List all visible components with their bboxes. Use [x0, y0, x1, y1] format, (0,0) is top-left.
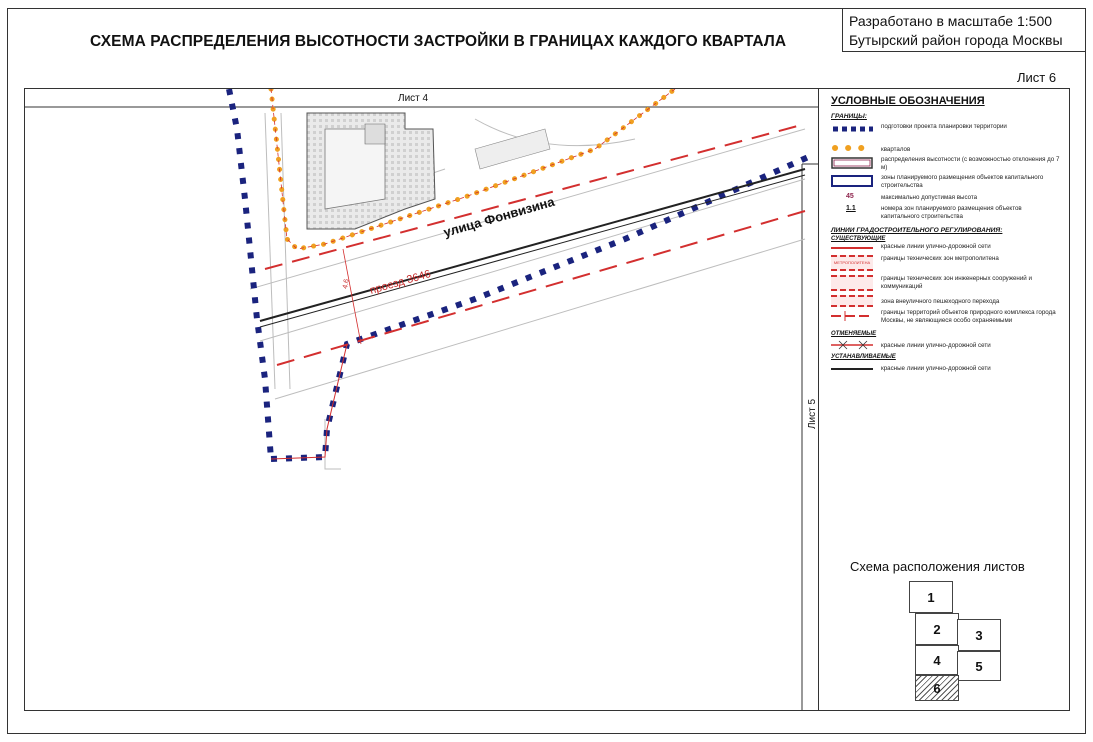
- legend-nature-zones: границы территорий объектов природного комплекса города Москвы, не являющиеся особо охраняемыми: [881, 309, 1056, 324]
- red-line-symbol: [831, 245, 873, 251]
- planning-border-west: [229, 89, 271, 459]
- small-map-label: 4.6: [342, 278, 351, 290]
- adjacent-sheet-right: Лист 5: [807, 398, 818, 429]
- legend-cancelled-head: ОТМЕНЯЕМЫЕ: [831, 331, 877, 337]
- legend-established-head: УСТАНАВЛИВАЕМЫЕ: [831, 354, 896, 360]
- legend-engineering-zones: границы технических зон инженерных сооружений и коммуникаций: [881, 275, 1032, 290]
- legend-existing-head: СУЩЕСТВУЮЩИЕ: [831, 236, 886, 242]
- underpass-zone-symbol: [831, 295, 873, 307]
- legend-metro-zones: границы технических зон метрополитена: [881, 255, 999, 262]
- metro-zone-symbol: МЕТРОПОЛИТЕНА: [831, 255, 873, 271]
- legend-title: УСЛОВНЫЕ ОБОЗНАЧЕНИЯ: [831, 95, 985, 107]
- legend-item-zone-numbers: номера зон планируемого размещения объектов капитального строительства: [881, 205, 1022, 220]
- sheet-box-1[interactable]: 1: [909, 581, 953, 613]
- sheet-box-2[interactable]: 2: [915, 613, 959, 645]
- map-canvas: [25, 89, 819, 711]
- legend-existing-red-lines: красные линии улично-дорожной сети: [881, 243, 991, 250]
- legend-height-value: 45: [846, 193, 854, 200]
- drawing-title: СХЕМА РАСПРЕДЕЛЕНИЯ ВЫСОТНОСТИ ЗАСТРОЙКИ В ГРАНИЦАХ КАЖДОГО КВАРТАЛА: [90, 33, 787, 50]
- legend-underpass-zone: зона внеуличного пешеходного перехода: [881, 298, 1000, 305]
- legend-item-max-height: максимально допустимая высота: [881, 194, 978, 201]
- title-stamp: [842, 8, 1086, 52]
- legend-item-quarters: кварталов: [881, 146, 911, 153]
- sheet-box-6-current[interactable]: 6: [915, 675, 959, 701]
- sheet-box-3[interactable]: 3: [957, 619, 1001, 651]
- legend-item-planning: подготовки проекта планировки территории: [881, 123, 1007, 130]
- legend-zone-number: 1.1: [846, 205, 856, 212]
- sheet-number: Лист 6: [1017, 70, 1057, 85]
- red-line-south: [277, 211, 805, 365]
- street-name-label: улица Фонвизина: [441, 193, 557, 240]
- map-area[interactable]: [24, 88, 819, 711]
- planning-border-symbol: [831, 125, 873, 133]
- legend-item-height-zone: распределения высотности (с возможностью отклонения до 7 м): [881, 156, 1060, 171]
- sheet-box-4[interactable]: 4: [915, 645, 959, 675]
- legend-panel: [819, 88, 1070, 711]
- legend-boundaries-head: ГРАНИЦЫ:: [831, 113, 867, 120]
- nature-zone-symbol: [831, 311, 873, 321]
- sheet-box-5[interactable]: 5: [957, 651, 1001, 681]
- established-line-symbol: [831, 367, 873, 371]
- sheet-scheme-title: Схема расположения листов: [850, 559, 1025, 574]
- passage-name-label: проезд 3646: [368, 268, 433, 297]
- construction-zone-symbol: [831, 175, 873, 187]
- legend-item-construction-zone: зоны планируемого размещения объектов капитального строительства: [881, 174, 1044, 189]
- height-zone-symbol: [831, 157, 873, 169]
- legend-cancelled-lines: красные линии улично-дорожной сети: [881, 342, 991, 349]
- district-name: Бутырский район города Москвы: [849, 32, 1063, 48]
- scale-note: Разработано в масштабе 1:500: [849, 13, 1053, 29]
- legend-established-lines: красные линии улично-дорожной сети: [881, 365, 991, 372]
- quarter-border-symbol: [831, 144, 873, 152]
- engineering-zone-symbol: [831, 275, 873, 291]
- cancelled-line-symbol: [831, 339, 873, 351]
- legend-regulation-head: ЛИНИИ ГРАДОСТРОИТЕЛЬНОГО РЕГУЛИРОВАНИЯ:: [831, 227, 1003, 234]
- adjacent-sheet-top: Лист 4: [398, 93, 429, 104]
